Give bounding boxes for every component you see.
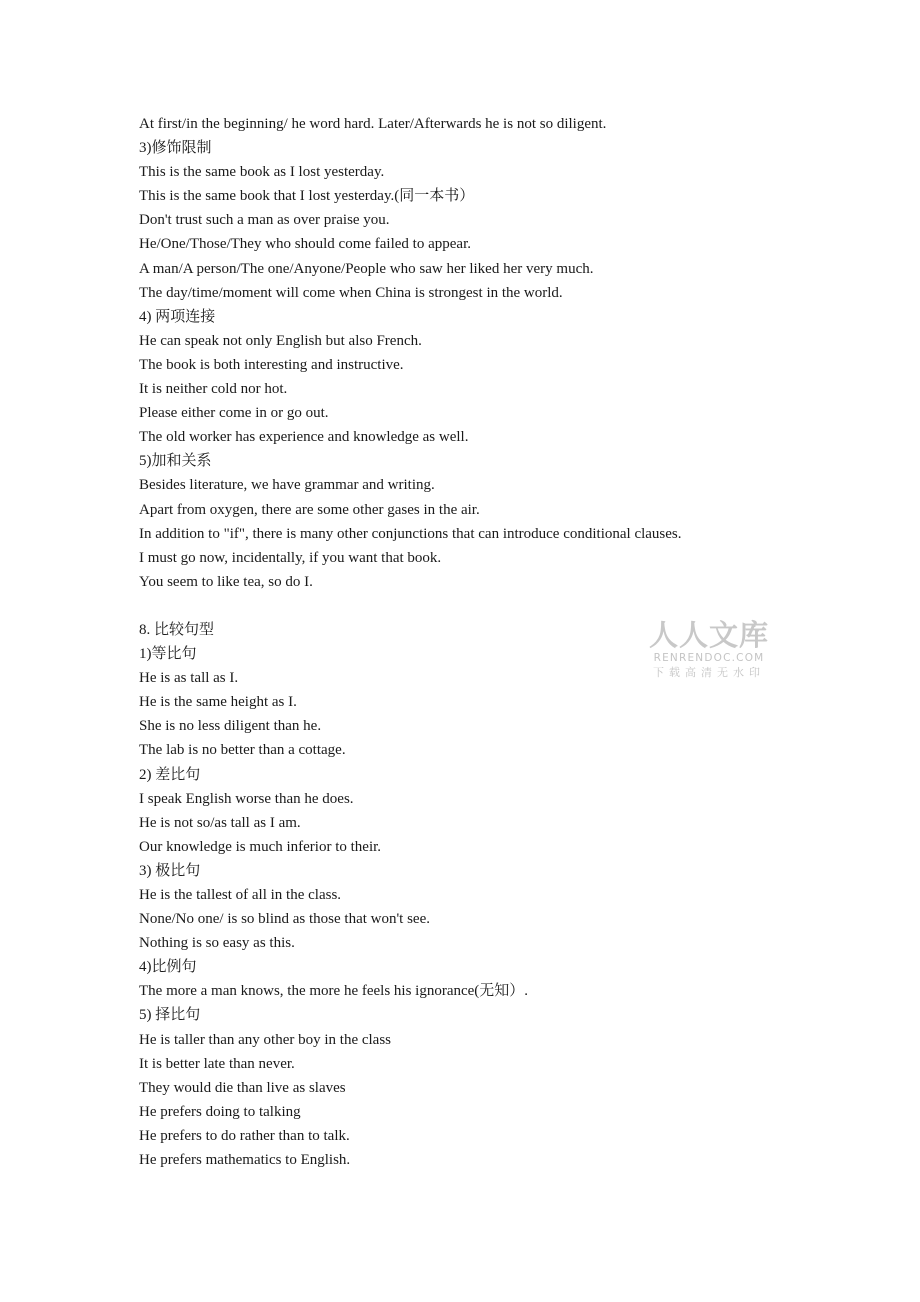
text-line: The day/time/moment will come when China is strongest in the world.: [139, 284, 563, 301]
text-line: The more a man knows, the more he feels his ignorance(无知）.: [139, 983, 529, 1000]
text-line: This is the same book as I lost yesterday.: [139, 164, 385, 181]
text-line: It is better late than never.: [139, 1055, 295, 1072]
blank-line: [139, 594, 859, 618]
text-line: He is as tall as I.: [139, 670, 239, 687]
text-line: None/No one/ is so blind as those that won't see.: [139, 911, 430, 928]
watermark-logo: [646, 618, 772, 681]
text-line: Our knowledge is much inferior to their.: [139, 838, 382, 855]
text-line: The lab is no better than a cottage.: [139, 742, 346, 759]
chapter-heading: 8. 比较句型: [139, 621, 215, 638]
text-line: He is taller than any other boy in the class: [139, 1031, 392, 1048]
watermark-subtitle: 下载高清无水印: [653, 666, 765, 679]
text-line: He can speak not only English but also French.: [139, 332, 422, 349]
text-line: He prefers doing to talking: [139, 1103, 301, 1120]
section-heading: 2) 差比句: [139, 766, 201, 783]
watermark-domain: RENRENDOC.COM: [653, 652, 765, 664]
section-heading: 5)加和关系: [139, 453, 212, 470]
text-line: In addition to "if", there is many other conjunctions that can introduce conditional clauses.: [139, 525, 682, 542]
text-line: Besides literature, we have grammar and writing.: [139, 477, 435, 494]
watermark-title: 人人文库: [648, 618, 769, 652]
text-line: Apart from oxygen, there are some other gases in the air.: [139, 501, 480, 518]
text-line: He prefers to do rather than to talk.: [139, 1127, 350, 1144]
text-line: I must go now, incidentally, if you want that book.: [139, 549, 442, 566]
text-line: He is the same height as I.: [139, 694, 297, 711]
text-line: Don't trust such a man as over praise you.: [139, 212, 390, 229]
section-heading: 3) 极比句: [139, 862, 201, 879]
text-line: At first/in the beginning/ he word hard. Later/Afterwards he is not so diligent.: [139, 116, 607, 132]
text-line: He/One/Those/They who should come failed to appear.: [139, 236, 471, 253]
text-line: They would die than live as slaves: [139, 1079, 346, 1096]
text-line: I speak English worse than he does.: [139, 790, 354, 807]
text-line: This is the same book that I lost yesterday.(同一本书）: [139, 188, 475, 205]
section-heading: 4)比例句: [139, 959, 197, 976]
text-line: He prefers mathematics to English.: [139, 1152, 351, 1169]
section-heading: 3)修饰限制: [139, 140, 212, 157]
text-line: The book is both interesting and instructive.: [139, 356, 404, 373]
section-heading: 4) 两项连接: [139, 308, 216, 325]
text-line: The old worker has experience and knowledge as well.: [139, 429, 469, 446]
text-line: He is not so/as tall as I am.: [139, 814, 301, 831]
text-line: Please either come in or go out.: [139, 405, 329, 422]
text-line: You seem to like tea, so do I.: [139, 573, 313, 590]
section-heading: 5) 择比句: [139, 1007, 201, 1024]
text-line: A man/A person/The one/Anyone/People who saw her liked her very much.: [139, 260, 594, 277]
text-line: Nothing is so easy as this.: [139, 935, 295, 952]
text-line: She is no less diligent than he.: [139, 718, 322, 735]
text-line: He is the tallest of all in the class.: [139, 887, 342, 903]
section-heading: 1)等比句: [139, 646, 197, 663]
text-line: It is neither cold nor hot.: [139, 381, 288, 398]
